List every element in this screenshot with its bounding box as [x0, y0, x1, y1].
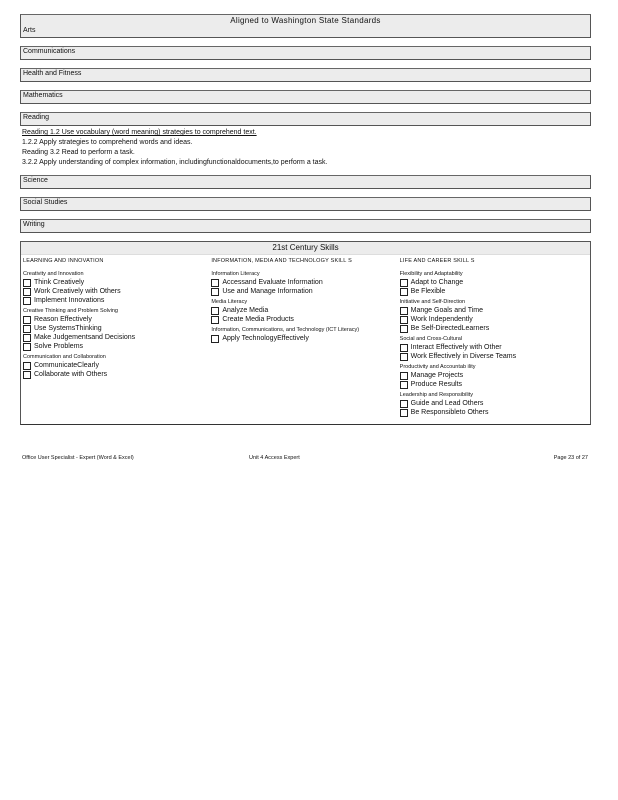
skill-checkbox[interactable] — [400, 279, 408, 287]
skill-checkbox[interactable] — [211, 316, 219, 324]
skill-label: Analyze Media — [222, 307, 269, 314]
skill-checkbox[interactable] — [211, 288, 219, 296]
skill-checkbox[interactable] — [400, 344, 408, 352]
skill-item — [400, 324, 588, 333]
skill-checkbox[interactable] — [23, 343, 31, 351]
skill-label: Interact Effectively with Other — [410, 344, 502, 351]
standards-page — [20, 14, 591, 425]
skills-title: 21st Century Skills — [21, 242, 590, 255]
reading-line: Reading 1.2 Use vocabulary (word meaning) strategies to comprehend text. — [22, 129, 257, 136]
subject-arts: Arts — [23, 27, 36, 34]
subject-social-studies — [20, 197, 591, 211]
subject-label: Mathematics — [23, 92, 63, 99]
skill-label: Apply TechnologyEffectively — [222, 335, 309, 342]
skills-columns — [21, 255, 590, 424]
subject-mathematics — [20, 90, 591, 104]
skill-group — [23, 271, 211, 305]
skills-column-heading: LIFE AND CAREER SKILL S — [399, 258, 475, 264]
skill-checkbox[interactable] — [23, 325, 31, 333]
subject-label: Health and Fitness — [23, 70, 82, 77]
skill-group-title: Social and Cross-Cultural — [399, 336, 463, 342]
skill-label: Mange Goals and Time — [410, 307, 484, 314]
skill-item — [23, 342, 211, 351]
skill-item — [211, 306, 399, 315]
skill-checkbox[interactable] — [400, 325, 408, 333]
skill-group — [400, 336, 588, 361]
reading-line: 3.2.2 Apply understanding of complex information, includingfunctionaldocuments,to perform a task. — [22, 159, 328, 166]
reading-line: Reading 3.2 Read to perform a task. — [22, 149, 135, 156]
footer-unit: Unit 4 Access Expert — [249, 455, 300, 461]
subject-label: Reading — [23, 114, 50, 121]
skill-group-title: Leadership and Responsibility — [399, 392, 474, 398]
skill-item — [400, 278, 588, 287]
skill-group-title: Information Literacy — [211, 271, 260, 277]
skill-label: Work Effectively in Diverse Teams — [410, 353, 517, 360]
skill-group — [23, 354, 211, 379]
skill-label: Implement Innovations — [34, 297, 105, 304]
skill-label: Be Flexible — [410, 288, 446, 295]
skill-checkbox[interactable] — [23, 362, 31, 370]
skill-label: Create Media Products — [222, 316, 294, 323]
skill-group — [211, 299, 399, 324]
skill-label: Collaborate with Others — [34, 371, 108, 378]
skill-item — [23, 296, 211, 305]
skill-label: Make Judgementsand Decisions — [34, 334, 136, 341]
skill-group — [400, 299, 588, 333]
skill-label: Be Responsibleto Others — [410, 409, 489, 416]
skill-group — [400, 392, 588, 417]
subject-label: Science — [23, 177, 48, 184]
footer-page-number: Page 23 of 27 — [553, 455, 588, 461]
skill-group-title: Productivity and Accountab ility — [399, 364, 476, 370]
skill-item — [400, 287, 588, 296]
skill-item — [400, 380, 588, 389]
skill-checkbox[interactable] — [23, 297, 31, 305]
subject-label: Communications — [23, 48, 76, 55]
skill-group-title: Communication and Collaboration — [23, 354, 106, 360]
skill-item — [400, 408, 588, 417]
skill-item — [23, 333, 211, 342]
skill-group — [23, 308, 211, 351]
subject-label: Writing — [23, 221, 45, 228]
footer-course: Office User Specialist - Expert (Word & Excel) — [22, 455, 134, 461]
skill-checkbox[interactable] — [211, 335, 219, 343]
skill-checkbox[interactable] — [400, 372, 408, 380]
skills-column — [23, 258, 211, 420]
skill-checkbox[interactable] — [400, 381, 408, 389]
subject-reading — [20, 112, 591, 126]
skill-checkbox[interactable] — [400, 409, 408, 417]
skill-label: Adapt to Change — [410, 279, 464, 286]
skill-label: Solve Problems — [34, 343, 84, 350]
skill-checkbox[interactable] — [400, 307, 408, 315]
skill-checkbox[interactable] — [23, 371, 31, 379]
skill-label: Accessand Evaluate Information — [222, 279, 323, 286]
skill-group-title: Creative Thinking and Problem Solving — [23, 308, 118, 314]
subject-science — [20, 175, 591, 189]
skill-group — [211, 271, 399, 296]
skill-item — [400, 352, 588, 361]
skill-label: Use and Manage Information — [222, 288, 313, 295]
skill-label: Work Creatively with Others — [34, 288, 121, 295]
skill-label: Work Independently — [410, 316, 473, 323]
skill-item — [211, 287, 399, 296]
skill-item — [23, 315, 211, 324]
skill-item — [211, 315, 399, 324]
skills-column-heading: INFORMATION, MEDIA AND TECHNOLOGY SKILL S — [211, 258, 352, 264]
skill-group-title: Flexibility and Adaptability — [399, 271, 463, 277]
century-skills-section — [20, 241, 591, 425]
skill-group — [211, 327, 399, 343]
skill-label: Produce Results — [410, 381, 463, 388]
skill-item — [400, 371, 588, 380]
skill-item — [400, 399, 588, 408]
skill-checkbox[interactable] — [400, 288, 408, 296]
reading-line: 1.2.2 Apply strategies to comprehend words and ideas. — [22, 139, 193, 146]
skill-item — [211, 278, 399, 287]
skill-checkbox[interactable] — [23, 288, 31, 296]
skill-item — [400, 306, 588, 315]
skill-checkbox[interactable] — [211, 307, 219, 315]
skill-group-title: Initiative and Self-Direction — [399, 299, 466, 305]
skill-item — [211, 334, 399, 343]
skill-checkbox[interactable] — [400, 400, 408, 408]
skill-item — [23, 287, 211, 296]
skill-item — [23, 278, 211, 287]
skill-item — [400, 315, 588, 324]
standards-header — [20, 14, 591, 38]
subject-label: Social Studies — [23, 199, 68, 206]
skill-checkbox[interactable] — [23, 279, 31, 287]
skill-group-title: Media Literacy — [211, 299, 248, 305]
skill-checkbox[interactable] — [400, 316, 408, 324]
skill-group-title: Creativity and Innovation — [23, 271, 84, 277]
skill-label: Be Self-DirectedLearners — [410, 325, 490, 332]
skill-checkbox[interactable] — [211, 279, 219, 287]
skill-checkbox[interactable] — [23, 334, 31, 342]
skill-group-title: Information, Communications, and Technology (ICT Literacy) — [211, 327, 360, 333]
skill-label: Reason Effectively — [34, 316, 92, 323]
subject-health — [20, 68, 591, 82]
skill-item — [23, 361, 211, 370]
skill-item — [23, 370, 211, 379]
skill-item — [23, 324, 211, 333]
skill-label: Think Creatively — [34, 279, 85, 286]
skill-checkbox[interactable] — [400, 353, 408, 361]
reading-standards — [20, 126, 591, 171]
skill-label: CommunicateClearly — [34, 362, 99, 369]
skill-group — [400, 364, 588, 389]
skill-label: Guide and Lead Others — [410, 400, 484, 407]
skills-column — [211, 258, 399, 420]
skill-checkbox[interactable] — [23, 316, 31, 324]
skills-column — [400, 258, 588, 420]
skill-label: Manage Projects — [410, 372, 464, 379]
skill-label: Use SystemsThinking — [34, 325, 102, 332]
skills-column-heading: LEARNING AND INNOVATION — [23, 258, 104, 264]
subject-writing — [20, 219, 591, 233]
page-title: Aligned to Washington State Standards — [230, 16, 381, 25]
subject-communications — [20, 46, 591, 60]
skill-group — [400, 271, 588, 296]
skill-item — [400, 343, 588, 352]
